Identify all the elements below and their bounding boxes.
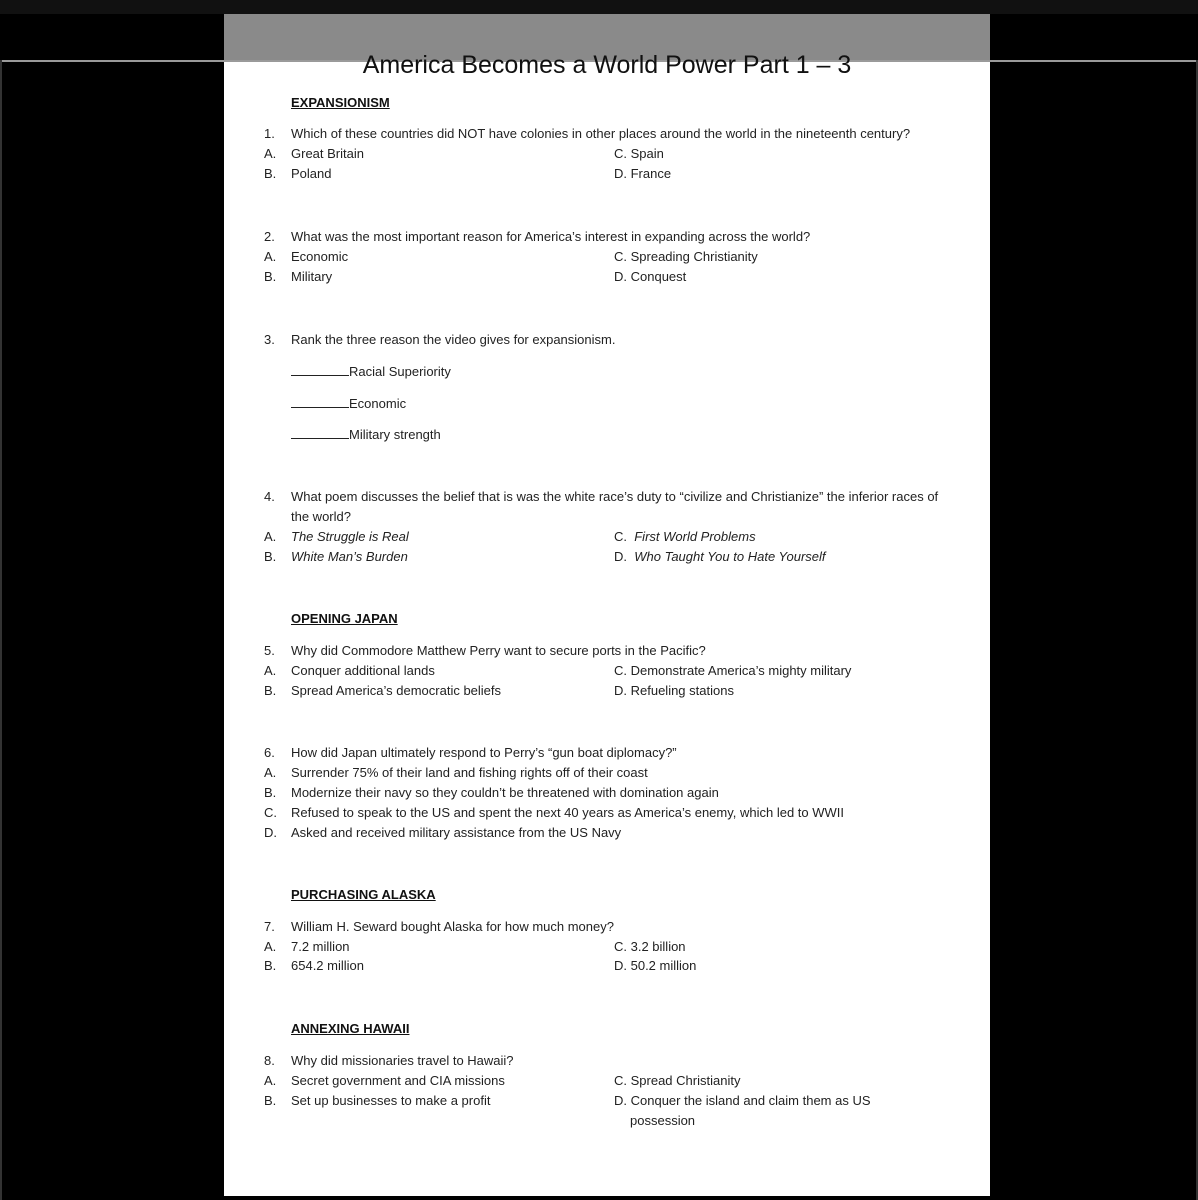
- q6-number: 6.: [264, 745, 275, 760]
- q3-blank-2[interactable]: [291, 395, 349, 408]
- q2-option-a: Economic: [291, 249, 349, 264]
- q4-a-label: A.: [264, 529, 277, 544]
- document-page: [224, 14, 990, 1196]
- q7-a-label: A.: [264, 939, 277, 954]
- q7-number: 7.: [264, 919, 275, 934]
- q3-rank-label-3: Military strength: [349, 427, 441, 442]
- q4-b-label: B.: [264, 549, 277, 564]
- q5-b-label: B.: [264, 683, 277, 698]
- q8-number: 8.: [264, 1053, 275, 1068]
- q1-b-label: B.: [264, 166, 277, 181]
- q8-text: Why did missionaries travel to Hawaii?: [291, 1053, 514, 1068]
- q4-option-b: White Man’s Burden: [291, 549, 408, 564]
- q8-option-c: C. Spread Christianity: [614, 1073, 741, 1088]
- q5-number: 5.: [264, 643, 275, 658]
- q6-text: How did Japan ultimately respond to Perry’s “gun boat diplomacy?”: [291, 745, 677, 760]
- section-purchasing-alaska: PURCHASING ALASKA: [291, 887, 436, 902]
- q2-option-c: C. Spreading Christianity: [614, 249, 758, 264]
- q3-blank-3[interactable]: [291, 426, 349, 439]
- document-title: America Becomes a World Power Part 1 – 3: [362, 51, 852, 79]
- q6-option-a: Surrender 75% of their land and fishing rights off of their coast: [291, 765, 648, 780]
- q3-rank-label-1: Racial Superiority: [349, 364, 451, 379]
- q1-option-a: Great Britain: [291, 146, 364, 161]
- section-annexing-hawaii: ANNEXING HAWAII: [291, 1021, 410, 1036]
- q3-text: Rank the three reason the video gives for expansionism.: [291, 332, 616, 347]
- q5-text: Why did Commodore Matthew Perry want to secure ports in the Pacific?: [291, 643, 706, 658]
- q2-option-b: Military: [291, 269, 333, 284]
- q2-option-d: D. Conquest: [614, 269, 687, 284]
- q2-a-label: A.: [264, 249, 277, 264]
- q7-text: William H. Seward bought Alaska for how much money?: [291, 919, 614, 934]
- q7-option-a: 7.2 million: [291, 939, 350, 954]
- q6-b-label: B.: [264, 785, 277, 800]
- q3-rank-label-2: Economic: [349, 396, 407, 411]
- q2-number: 2.: [264, 229, 275, 244]
- q2-text: What was the most important reason for America’s interest in expanding across the world?: [291, 229, 811, 244]
- q3-blank-1[interactable]: [291, 363, 349, 376]
- q6-option-d: Asked and received military assistance from the US Navy: [291, 825, 622, 840]
- q8-a-label: A.: [264, 1073, 277, 1088]
- q4-c-label: C.: [614, 529, 627, 544]
- q1-option-d: D. France: [614, 166, 672, 181]
- q1-a-label: A.: [264, 146, 277, 161]
- q8-b-label: B.: [264, 1093, 277, 1108]
- q3-rank-racial: [291, 363, 451, 380]
- frame-left-edge: [0, 60, 2, 1200]
- q5-option-b: Spread America’s democratic beliefs: [291, 683, 502, 698]
- q4-text-cont: the world?: [291, 509, 351, 524]
- q4-option-c: First World Problems: [634, 529, 756, 544]
- q6-option-b: Modernize their navy so they couldn’t be threatened with domination again: [291, 785, 719, 800]
- q1-text: Which of these countries did NOT have colonies in other places around the world in the nineteenth century?: [291, 126, 911, 141]
- q5-option-c: C. Demonstrate America’s mighty military: [614, 663, 852, 678]
- q3-number: 3.: [264, 332, 275, 347]
- q5-option-a: Conquer additional lands: [291, 663, 435, 678]
- top-bar: [0, 0, 1198, 14]
- q1-number: 1.: [264, 126, 275, 141]
- q5-a-label: A.: [264, 663, 277, 678]
- q8-option-a: Secret government and CIA missions: [291, 1073, 505, 1088]
- q6-option-c: Refused to speak to the US and spent the next 40 years as America’s enemy, which led to WWII: [291, 805, 845, 820]
- q8-option-d-cont: possession: [630, 1113, 696, 1128]
- q8-option-b: Set up businesses to make a profit: [291, 1093, 491, 1108]
- section-opening-japan: OPENING JAPAN: [291, 611, 398, 626]
- q7-option-b: 654.2 million: [291, 958, 364, 973]
- q1-option-b: Poland: [291, 166, 332, 181]
- q2-b-label: B.: [264, 269, 277, 284]
- q6-c-label: C.: [264, 805, 277, 820]
- q4-d-label: D.: [614, 549, 627, 564]
- q7-option-c: C. 3.2 billion: [614, 939, 686, 954]
- q4-option-d-row: [614, 549, 826, 565]
- q7-option-d: D. 50.2 million: [614, 958, 697, 973]
- q4-option-c-row: [614, 529, 756, 545]
- q4-number: 4.: [264, 489, 275, 504]
- q4-option-d: Who Taught You to Hate Yourself: [634, 549, 826, 564]
- q4-text: What poem discusses the belief that is was the white race’s duty to “civilize and Christianize” the inferior races of: [291, 489, 939, 504]
- q6-a-label: A.: [264, 765, 277, 780]
- q7-b-label: B.: [264, 958, 277, 973]
- q3-rank-military: [291, 426, 441, 443]
- section-expansionism: EXPANSIONISM: [291, 95, 390, 110]
- q8-option-d: D. Conquer the island and claim them as US: [614, 1093, 871, 1108]
- q3-rank-economic: [291, 395, 406, 412]
- q4-option-a: The Struggle is Real: [291, 529, 409, 544]
- q6-d-label: D.: [264, 825, 277, 840]
- q5-option-d: D. Refueling stations: [614, 683, 734, 698]
- q1-option-c: C. Spain: [614, 146, 664, 161]
